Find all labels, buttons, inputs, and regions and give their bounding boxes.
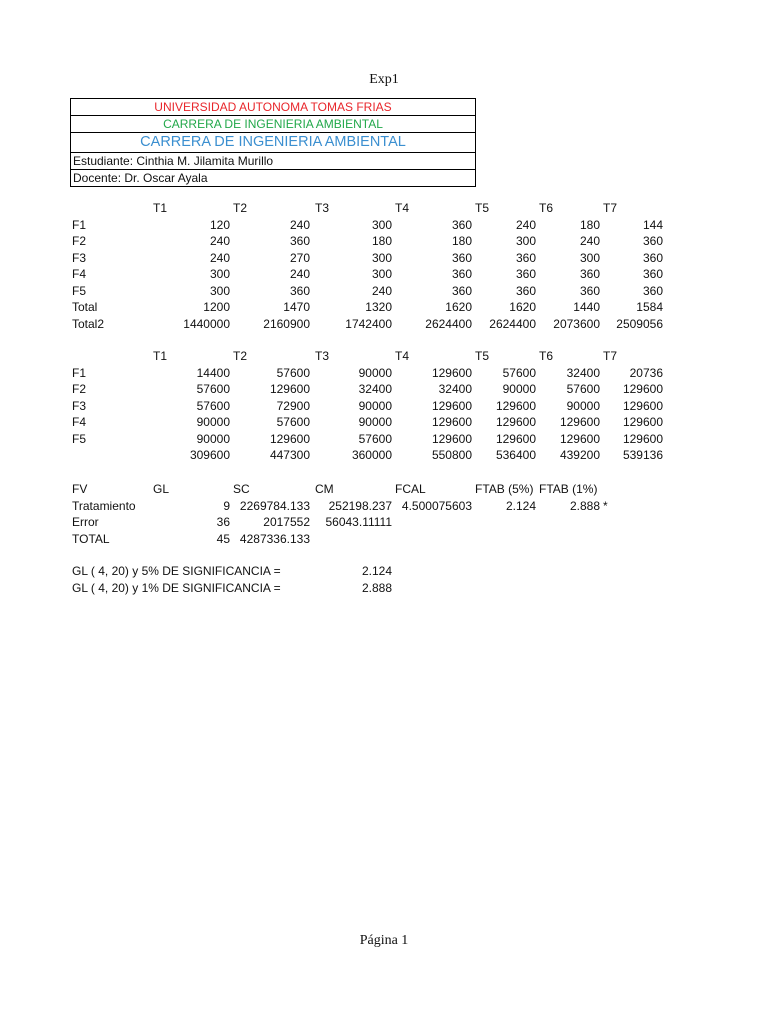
table-cell: 360 (515, 267, 536, 281)
table-cell: 360 (642, 250, 663, 265)
column-header: T5 (475, 349, 490, 363)
table-cell: 20736 (629, 365, 663, 380)
career-name-large: CARRERA DE INGENIERIA AMBIENTAL (71, 133, 475, 153)
table-cell: 447300 (269, 448, 310, 462)
table-cell: 180 (579, 217, 600, 232)
anova-cm: 56043.11111 (325, 515, 392, 529)
table-cell: 129600 (622, 431, 663, 446)
table-cell: 57600 (196, 382, 230, 396)
header-box (70, 98, 476, 187)
table-cell: 72900 (276, 398, 310, 413)
column-header: T1 (153, 349, 168, 363)
column-header: T3 (315, 201, 330, 215)
anova-cm: 252198.237 (328, 498, 392, 513)
table-cell: 240 (289, 267, 310, 281)
table-cell: 90000 (196, 431, 230, 446)
table-cell: 90000 (196, 415, 230, 429)
table-cell: 32400 (566, 365, 600, 380)
anova-fv: Error (72, 515, 99, 529)
column-header: SC (233, 482, 250, 496)
note-value: 2.124 (361, 564, 392, 578)
table-cell: 129600 (269, 382, 310, 396)
column-header: T6 (539, 201, 554, 215)
table-cell: 180 (371, 234, 392, 248)
table-cell: 550800 (431, 448, 472, 462)
table-cell: 14400 (196, 365, 230, 380)
table-cell: 1620 (509, 300, 536, 314)
table-cell: 240 (579, 234, 600, 248)
table-cell: 129600 (431, 398, 472, 413)
table-cell: 1470 (283, 300, 310, 314)
table-cell: 90000 (358, 365, 392, 380)
table-cell: 57600 (196, 398, 230, 413)
row-label: Total (72, 300, 98, 314)
column-header: T6 (539, 349, 554, 363)
table-cell: 300 (371, 267, 392, 281)
column-header: FCAL (395, 482, 426, 496)
column-header: T2 (233, 201, 248, 215)
anova-fcal: 4.500075603 (401, 498, 472, 513)
column-header: T5 (475, 201, 490, 215)
table-cell: 120 (209, 217, 230, 232)
table-cell: 536400 (495, 448, 536, 462)
table-cell: 360 (515, 250, 536, 265)
table-cell: 360 (642, 267, 663, 281)
column-header: T4 (395, 201, 410, 215)
note-label: GL ( 4, 20) y 1% DE SIGNIFICANCIA = (72, 580, 281, 595)
row-label: F4 (72, 267, 87, 281)
table-cell: 180 (451, 234, 472, 248)
table-cell: 360 (642, 234, 663, 248)
student-name: Estudiante: Cinthia M. Jilamita Murillo (71, 153, 475, 170)
column-header: FV (72, 482, 88, 496)
page-footer: Página 1 (359, 933, 409, 948)
table-cell: 90000 (358, 415, 392, 429)
table-cell: 1200 (203, 300, 230, 314)
table-cell: 300 (209, 283, 230, 298)
table-cell: 360 (515, 283, 536, 298)
column-header: T3 (315, 349, 330, 363)
row-label: F1 (72, 217, 87, 232)
anova-sc: 4287336.133 (239, 531, 310, 546)
table-cell: 300 (371, 217, 392, 232)
table-cell: 129600 (495, 415, 536, 429)
table-cell: 1584 (636, 300, 663, 314)
table-cell: 240 (515, 217, 536, 232)
table-cell: 2624400 (489, 316, 536, 331)
table-cell: 129600 (495, 431, 536, 446)
table-cell: 270 (289, 250, 310, 265)
anova-fv: Tratamiento (72, 498, 136, 513)
table-cell: 2073600 (553, 316, 600, 331)
table-cell: 360000 (351, 448, 392, 462)
table-cell: 2509056 (616, 316, 663, 331)
teacher-name: Docente: Dr. Oscar Ayala (73, 171, 208, 185)
table-cell: 539136 (622, 448, 663, 462)
table-cell: 240 (209, 234, 230, 248)
anova-gl: 9 (223, 498, 230, 513)
table-cell: 300 (371, 250, 392, 265)
table-cell: 360 (451, 217, 472, 232)
row-label: Total2 (72, 316, 105, 331)
anova-fv: TOTAL (72, 531, 110, 546)
table-cell: 360 (451, 283, 472, 298)
university-name: UNIVERSIDAD AUTONOMA TOMAS FRIAS (71, 99, 475, 116)
table-cell: 57600 (358, 431, 392, 446)
anova-sc: 2269784.133 (239, 498, 310, 513)
row-label: F2 (72, 382, 87, 396)
column-header: T4 (395, 349, 410, 363)
table-cell: 300 (579, 250, 600, 265)
table-cell: 360 (451, 250, 472, 265)
table-cell: 360 (579, 283, 600, 298)
column-header: T1 (153, 201, 168, 215)
table-cell: 240 (289, 217, 310, 232)
column-header: GL (153, 482, 170, 496)
table-cell: 129600 (559, 415, 600, 429)
row-label: F4 (72, 415, 87, 429)
table-cell: 57600 (276, 415, 310, 429)
table-cell: 129600 (495, 398, 536, 413)
table-cell: 129600 (622, 415, 663, 429)
table-cell: 360 (642, 283, 663, 298)
table-cell: 90000 (566, 398, 600, 413)
table-cell: 129600 (622, 398, 663, 413)
table-cell: 1320 (365, 300, 392, 314)
table-cell: 300 (209, 267, 230, 281)
row-label: F3 (72, 398, 87, 413)
anova-gl: 36 (216, 515, 230, 529)
table-cell: 129600 (559, 431, 600, 446)
page-title: Exp1 (369, 72, 399, 87)
table-cell: 129600 (431, 415, 472, 429)
row-label: F5 (72, 283, 87, 298)
table-cell: 1742400 (345, 316, 392, 331)
table-cell: 57600 (566, 382, 600, 396)
table-cell: 2624400 (425, 316, 472, 331)
table-cell: 57600 (502, 365, 536, 380)
row-label: F3 (72, 250, 87, 265)
table-cell: 360 (289, 283, 310, 298)
column-header: FTAB (5%) (475, 482, 534, 496)
table-cell: 1440000 (183, 316, 230, 331)
column-header: CM (315, 482, 334, 496)
anova-sc: 2017552 (263, 515, 310, 529)
note-value: 2.888 (361, 580, 392, 595)
table-cell: 1440 (573, 300, 600, 314)
table-cell: 2160900 (263, 316, 310, 331)
anova-gl: 45 (216, 531, 230, 546)
table-cell: 144 (642, 217, 663, 232)
significance-mark: * (603, 498, 608, 513)
column-header: T7 (603, 349, 618, 363)
row-label: F2 (72, 234, 87, 248)
table-cell: 1620 (445, 300, 472, 314)
table-cell: 360 (289, 234, 310, 248)
table-cell: 309600 (189, 448, 230, 462)
table-cell: 129600 (622, 382, 663, 396)
table-cell: 90000 (358, 398, 392, 413)
table-cell: 300 (515, 234, 536, 248)
table-cell: 129600 (431, 365, 472, 380)
column-header: T7 (603, 201, 618, 215)
table-cell: 240 (209, 250, 230, 265)
table-cell: 32400 (438, 382, 472, 396)
table-cell: 90000 (502, 382, 536, 396)
career-name-small: CARRERA DE INGENIERIA AMBIENTAL (71, 116, 475, 133)
column-header: T2 (233, 349, 248, 363)
table-cell: 129600 (431, 431, 472, 446)
table-cell: 129600 (269, 431, 310, 446)
row-label: F1 (72, 365, 87, 380)
table-cell: 360 (451, 267, 472, 281)
table-cell: 360 (579, 267, 600, 281)
table-cell: 439200 (559, 448, 600, 462)
column-header: FTAB (1%) (539, 482, 598, 496)
table-cell: 57600 (276, 365, 310, 380)
anova-ftab1: 2.888 (569, 498, 600, 513)
table-cell: 240 (371, 283, 392, 298)
table-cell: 32400 (358, 382, 392, 396)
note-label: GL ( 4, 20) y 5% DE SIGNIFICANCIA = (72, 564, 281, 578)
row-label: F5 (72, 431, 87, 446)
anova-ftab5: 2.124 (505, 498, 536, 513)
